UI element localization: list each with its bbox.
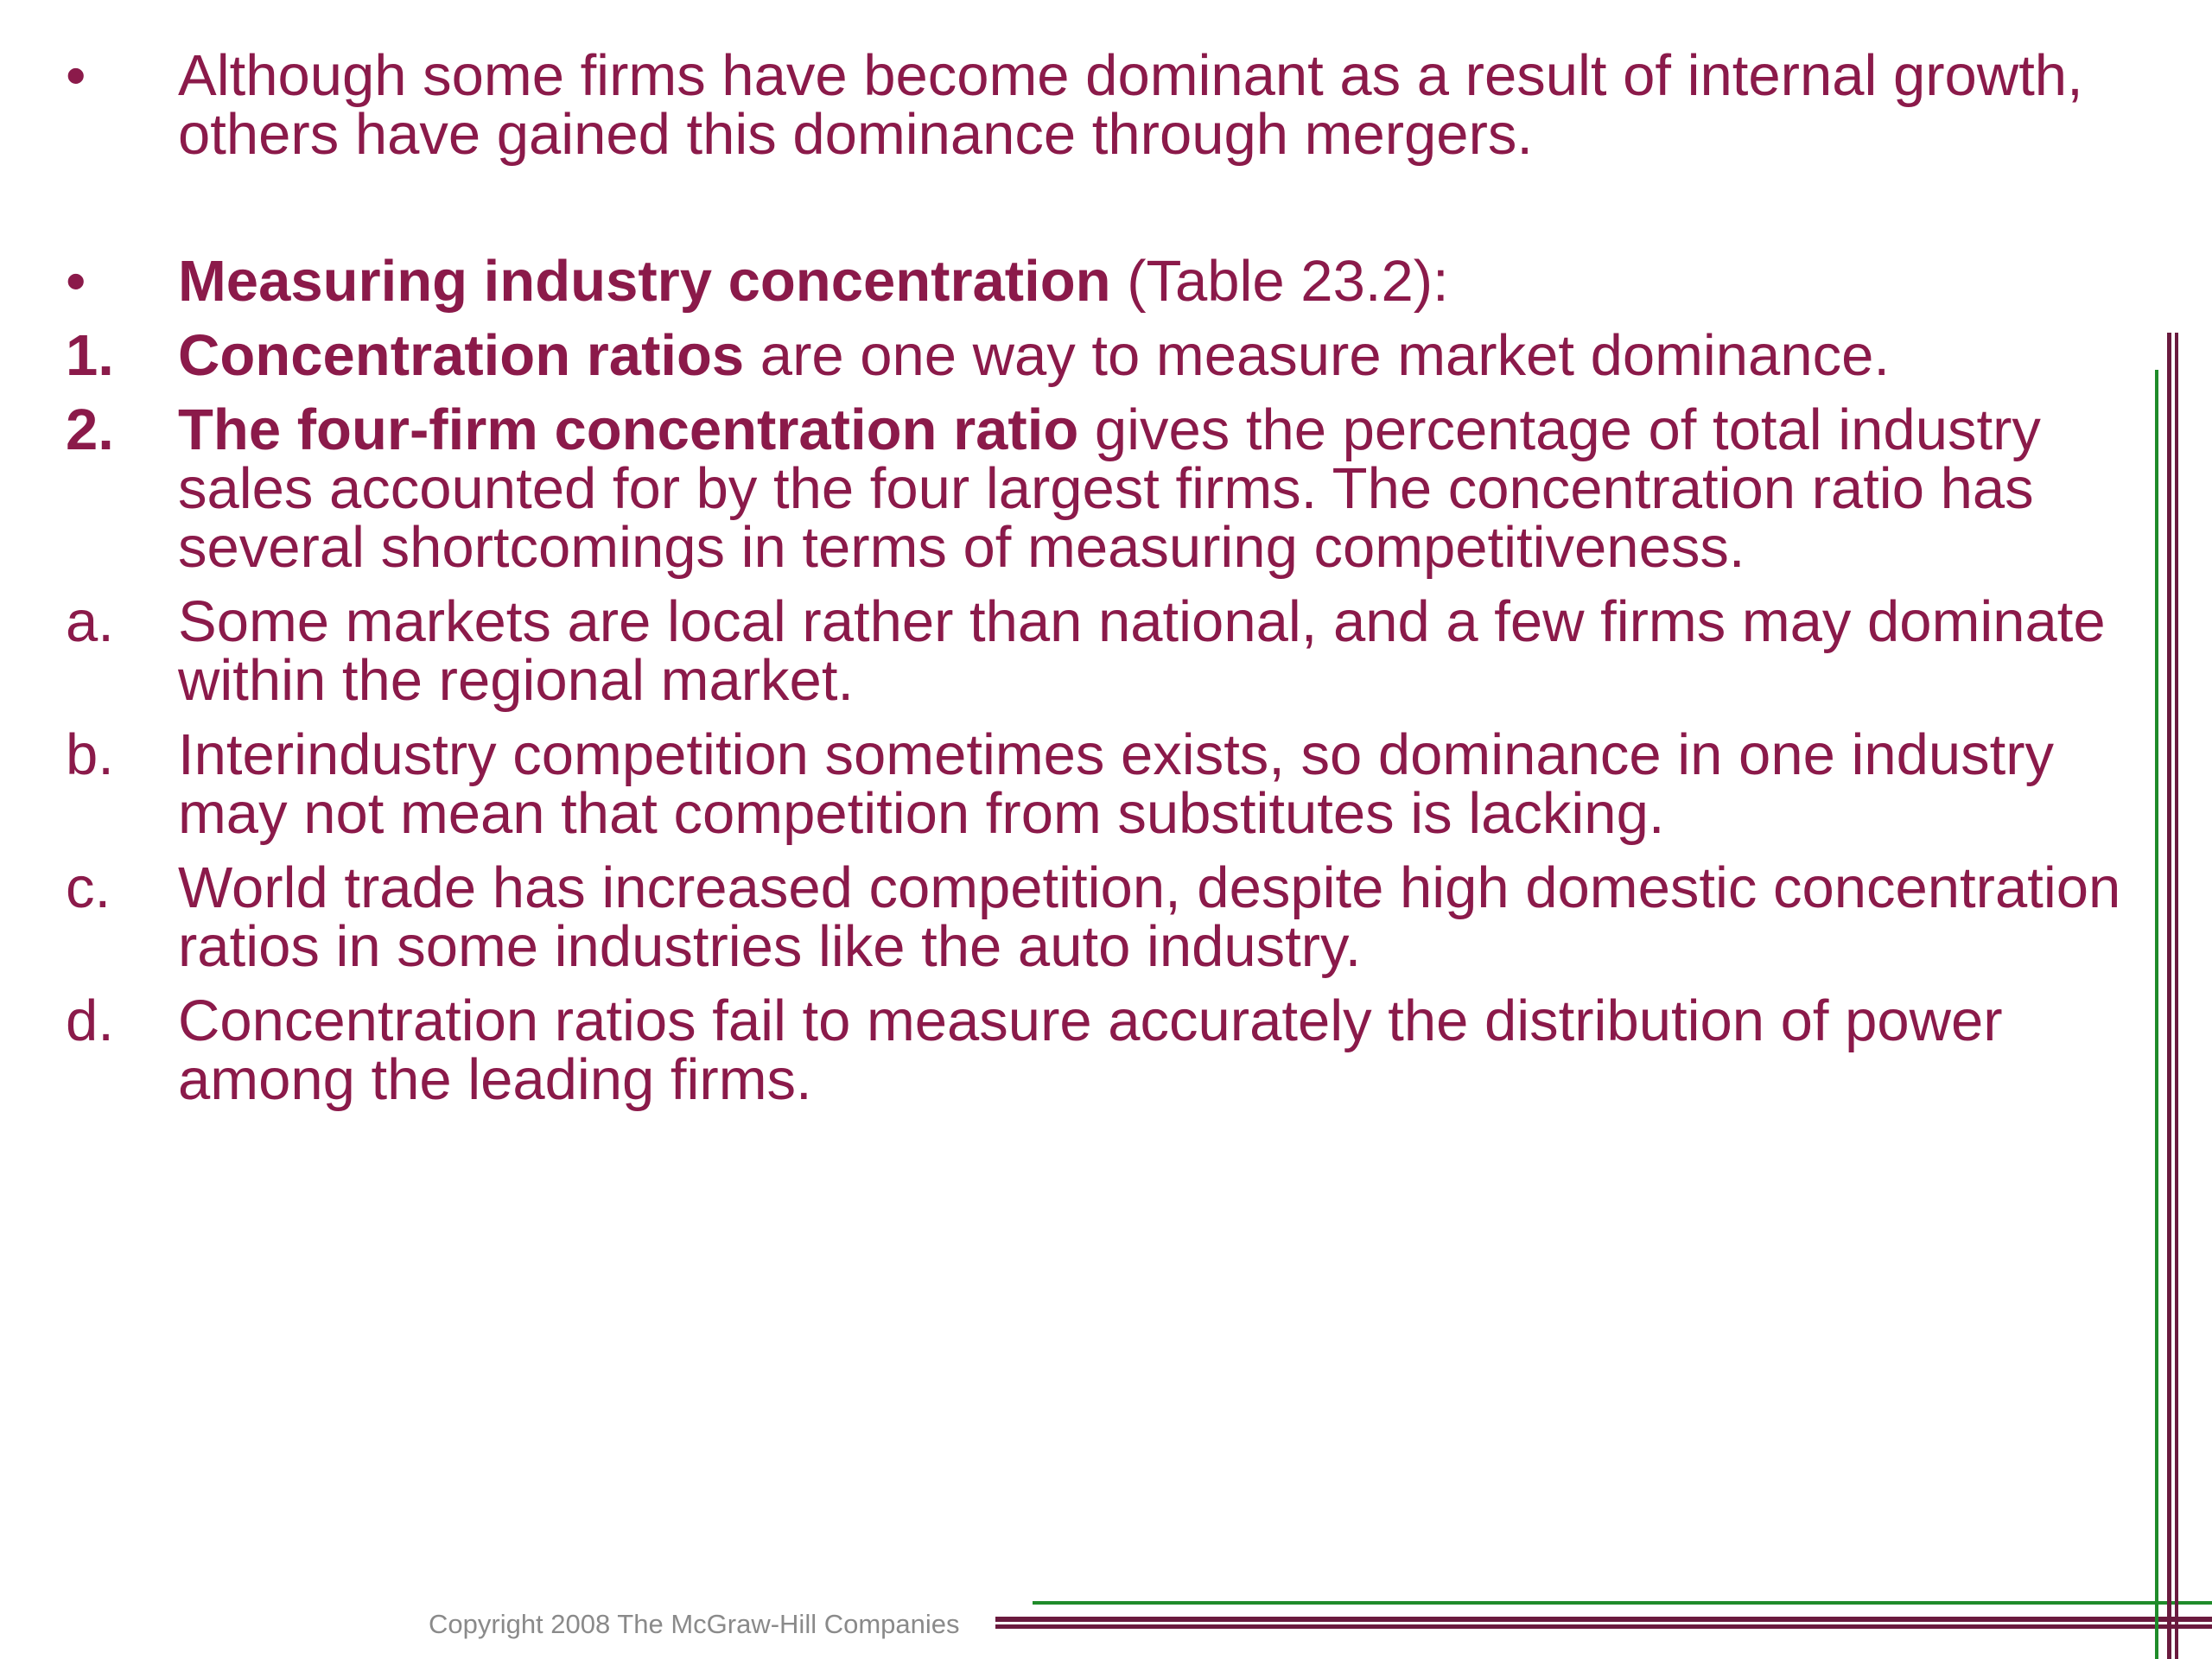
bullet-marker: • (66, 43, 86, 108)
list-item-body: Concentration ratios fail to measure accurately the distribution of power among the leading firms. (178, 988, 2003, 1112)
list-item-text (178, 855, 2139, 979)
copyright-notice: Copyright 2008 The McGraw-Hill Companies (429, 1609, 960, 1639)
list-item-body: gives the percentage of total industry sales accounted for by the four largest firms. The concentration ratio has several shortcomings in terms of measuring competitiveness. (178, 397, 2041, 580)
list-item-body: Interindustry competition sometimes exists, so dominance in one industry may not mean that competition from substitutes is lacking. (178, 722, 2055, 846)
list-item-bold: Concentration ratios (178, 323, 745, 388)
list-item-body: (Table 23.2): (1110, 249, 1449, 314)
bottom-maroon-rule-2 (995, 1624, 2212, 1629)
letter-marker: c. (66, 855, 111, 920)
list-item-text (178, 249, 2139, 314)
list-item-body: Although some firms have become dominant as a result of internal growth, others have gained this dominance through mergers. (178, 43, 2083, 167)
bottom-green-rule (1033, 1601, 2212, 1605)
bottom-maroon-rule (995, 1617, 2212, 1622)
number-marker: 2. (66, 397, 114, 462)
right-maroon-rule-2 (2175, 333, 2178, 1659)
list-item-text (178, 43, 2139, 167)
list-item-text (178, 722, 2139, 846)
letter-marker: a. (66, 589, 114, 654)
number-marker: 1. (66, 323, 114, 388)
letter-marker: b. (66, 722, 114, 787)
bullet-marker: • (66, 249, 86, 314)
right-maroon-rule (2167, 333, 2171, 1659)
list-item-text (178, 589, 2139, 713)
list-item-body: are one way to measure market dominance. (744, 323, 1890, 388)
list-item-text (178, 397, 2139, 580)
list-item-text (178, 323, 2139, 388)
letter-marker: d. (66, 988, 114, 1053)
list-item-body: World trade has increased competition, despite high domestic concentration ratios in some industries like the auto industry. (178, 855, 2121, 979)
list-item-bold: The four-firm concentration ratio (178, 397, 1079, 462)
list-item-bold: Measuring industry concentration (178, 249, 1111, 314)
right-green-rule (2155, 370, 2158, 1659)
list-item-body: Some markets are local rather than national, and a few firms may dominate within the regional market. (178, 589, 2106, 713)
list-item-text (178, 988, 2139, 1112)
